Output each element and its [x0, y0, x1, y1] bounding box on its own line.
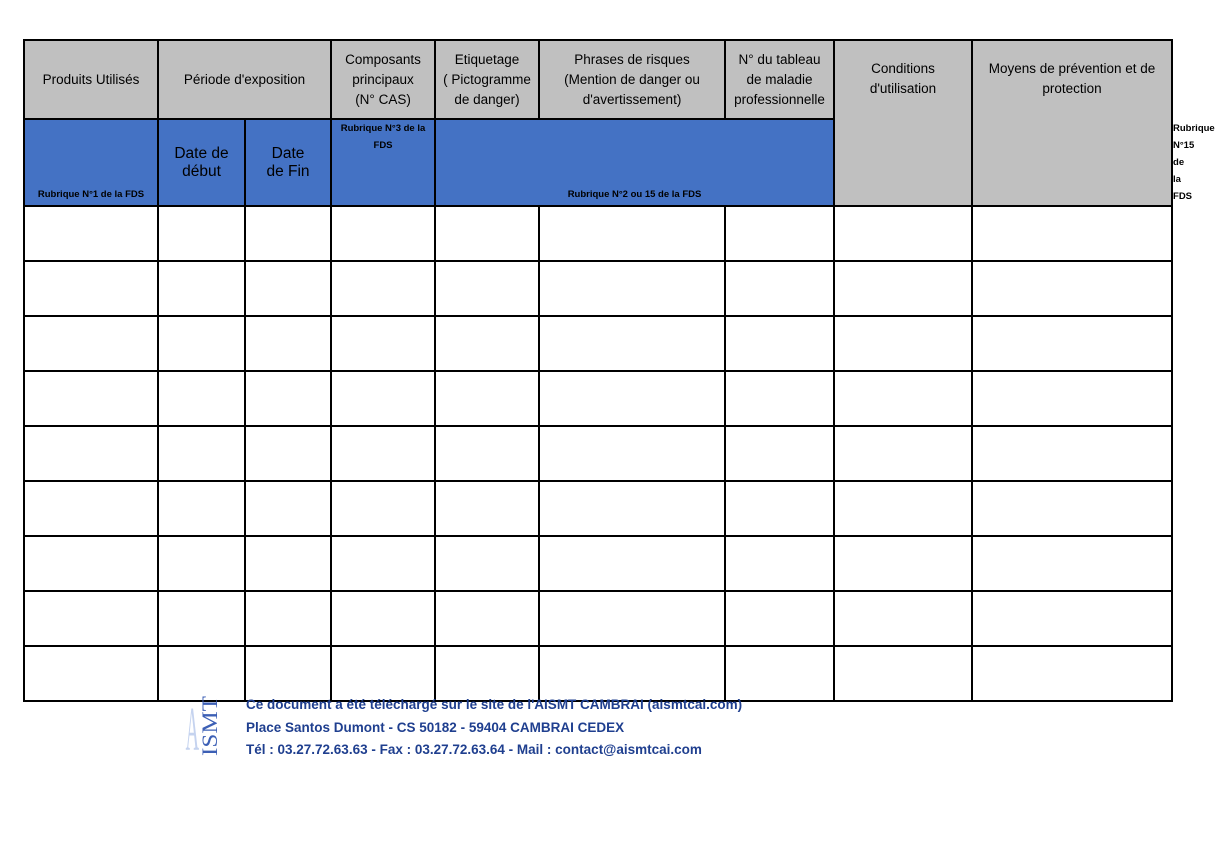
logo-text: ISMT — [197, 703, 222, 756]
table-cell[interactable] — [24, 591, 158, 646]
table-row — [24, 261, 1172, 316]
table-row — [24, 426, 1172, 481]
table-cell[interactable] — [972, 591, 1172, 646]
table-cell[interactable] — [331, 481, 435, 536]
table-cell[interactable] — [24, 371, 158, 426]
table-cell[interactable] — [24, 646, 158, 701]
header-conditions-utilisation: Conditions d'utilisation — [834, 40, 972, 206]
table-cell[interactable] — [245, 371, 331, 426]
table-cell[interactable] — [158, 426, 245, 481]
table-cell[interactable] — [725, 261, 834, 316]
table-cell[interactable] — [24, 426, 158, 481]
table-cell[interactable] — [539, 591, 725, 646]
table-cell[interactable] — [435, 591, 539, 646]
header-composants: Composants principaux (N° CAS) — [331, 40, 435, 119]
table-cell[interactable] — [331, 426, 435, 481]
table-cell[interactable] — [24, 261, 158, 316]
table-cell[interactable] — [972, 426, 1172, 481]
table-cell[interactable] — [725, 536, 834, 591]
table-cell[interactable] — [331, 316, 435, 371]
table-cell[interactable] — [24, 536, 158, 591]
footer-line-contact: Tél : 03.27.72.63.63 - Fax : 03.27.72.63.64 - Mail : contact@aismtcai.com — [246, 742, 702, 757]
header-produits-utilises: Produits Utilisés — [24, 40, 158, 119]
table-cell[interactable] — [435, 261, 539, 316]
table-cell[interactable] — [331, 206, 435, 261]
table-cell[interactable] — [834, 646, 972, 701]
footer-line-download: Ce document a été téléchargé sur le site de l'AISMT CAMBRAI (aismtcai.com) — [246, 697, 743, 712]
table-cell[interactable] — [245, 481, 331, 536]
table-cell[interactable] — [435, 206, 539, 261]
table-cell[interactable] — [245, 316, 331, 371]
table-row — [24, 316, 1172, 371]
table-row — [24, 536, 1172, 591]
table-cell[interactable] — [972, 646, 1172, 701]
table-cell[interactable] — [725, 316, 834, 371]
table-cell[interactable] — [24, 481, 158, 536]
table-cell[interactable] — [331, 371, 435, 426]
table-cell[interactable] — [539, 481, 725, 536]
svg-text:A: A — [185, 694, 200, 764]
table-cell[interactable] — [725, 481, 834, 536]
table-cell[interactable] — [158, 316, 245, 371]
footer-line-address: Place Santos Dumont - CS 50182 - 59404 CAMBRAI CEDEX — [246, 719, 625, 735]
table-cell[interactable] — [158, 206, 245, 261]
table-cell[interactable] — [834, 426, 972, 481]
subheader-rubrique-2-15: Rubrique N°2 ou 15 de la FDS — [435, 119, 834, 206]
table-cell[interactable] — [539, 206, 725, 261]
table-cell[interactable] — [245, 536, 331, 591]
footer-text — [246, 694, 742, 762]
table-cell[interactable] — [725, 591, 834, 646]
table-cell[interactable] — [972, 316, 1172, 371]
table-cell[interactable] — [972, 371, 1172, 426]
table-cell[interactable] — [834, 206, 972, 261]
table-cell[interactable] — [24, 316, 158, 371]
header-moyens-prevention: Moyens de prévention et de protection — [972, 40, 1172, 206]
table-cell[interactable] — [834, 481, 972, 536]
header-periode-exposition: Période d'exposition — [158, 40, 331, 119]
table-cell[interactable] — [24, 206, 158, 261]
table-cell[interactable] — [245, 206, 331, 261]
table-row — [24, 206, 1172, 261]
table-cell[interactable] — [245, 426, 331, 481]
subheader-date-debut: Date de début — [158, 119, 245, 206]
table-cell[interactable] — [725, 426, 834, 481]
table-cell[interactable] — [834, 261, 972, 316]
table-cell[interactable] — [725, 371, 834, 426]
exposure-table: Produits Utilisés Période d'exposition Composants principaux (N° CAS) Etiquetage ( Pictogramme de danger) Phrases de risques (Mention de danger ou d'avertissement) N° du tableau de maladie professionnelle Conditions d'utilisation Moyens de prévention et de protection Rubrique N°1 de la FDS Date de début Date de Fin Rubrique N°3 de la FDS Rubrique N°2 ou 15 de la FDS Rubrique N°15 de la FDS — [23, 39, 1173, 702]
table-cell[interactable] — [158, 261, 245, 316]
table-cell[interactable] — [834, 536, 972, 591]
table-cell[interactable] — [245, 261, 331, 316]
subheader-rubrique-1: Rubrique N°1 de la FDS — [24, 119, 158, 206]
table-cell[interactable] — [539, 316, 725, 371]
table-row — [24, 481, 1172, 536]
table-cell[interactable] — [158, 481, 245, 536]
table-cell[interactable] — [158, 591, 245, 646]
table-cell[interactable] — [834, 371, 972, 426]
table-cell[interactable] — [972, 481, 1172, 536]
table-row — [24, 591, 1172, 646]
table-cell[interactable] — [435, 371, 539, 426]
table-cell[interactable] — [435, 426, 539, 481]
table-cell[interactable] — [834, 316, 972, 371]
table-cell[interactable] — [539, 426, 725, 481]
table-cell[interactable] — [834, 591, 972, 646]
aismt-logo — [185, 692, 237, 764]
header-phrases-risques: Phrases de risques (Mention de danger ou d'avertissement) — [539, 40, 725, 119]
table-cell[interactable] — [435, 536, 539, 591]
table-cell[interactable] — [539, 261, 725, 316]
table-row — [24, 371, 1172, 426]
table-cell[interactable] — [725, 206, 834, 261]
table-cell[interactable] — [972, 536, 1172, 591]
table-cell[interactable] — [245, 591, 331, 646]
table-cell[interactable] — [158, 371, 245, 426]
table-cell[interactable] — [435, 316, 539, 371]
subheader-rubrique-3: Rubrique N°3 de la FDS — [331, 119, 435, 206]
header-etiquetage: Etiquetage ( Pictogramme de danger) — [435, 40, 539, 119]
table-cell[interactable] — [972, 261, 1172, 316]
table-cell[interactable] — [158, 536, 245, 591]
table-cell[interactable] — [539, 536, 725, 591]
table-cell[interactable] — [539, 371, 725, 426]
subheader-date-fin: Date de Fin — [245, 119, 331, 206]
header-tableau-maladie: N° du tableau de maladie professionnelle — [725, 40, 834, 119]
table-cell[interactable] — [331, 261, 435, 316]
table-cell[interactable] — [331, 536, 435, 591]
table-cell[interactable] — [331, 591, 435, 646]
footer — [185, 690, 805, 764]
table-cell[interactable] — [435, 481, 539, 536]
table-cell[interactable] — [972, 206, 1172, 261]
